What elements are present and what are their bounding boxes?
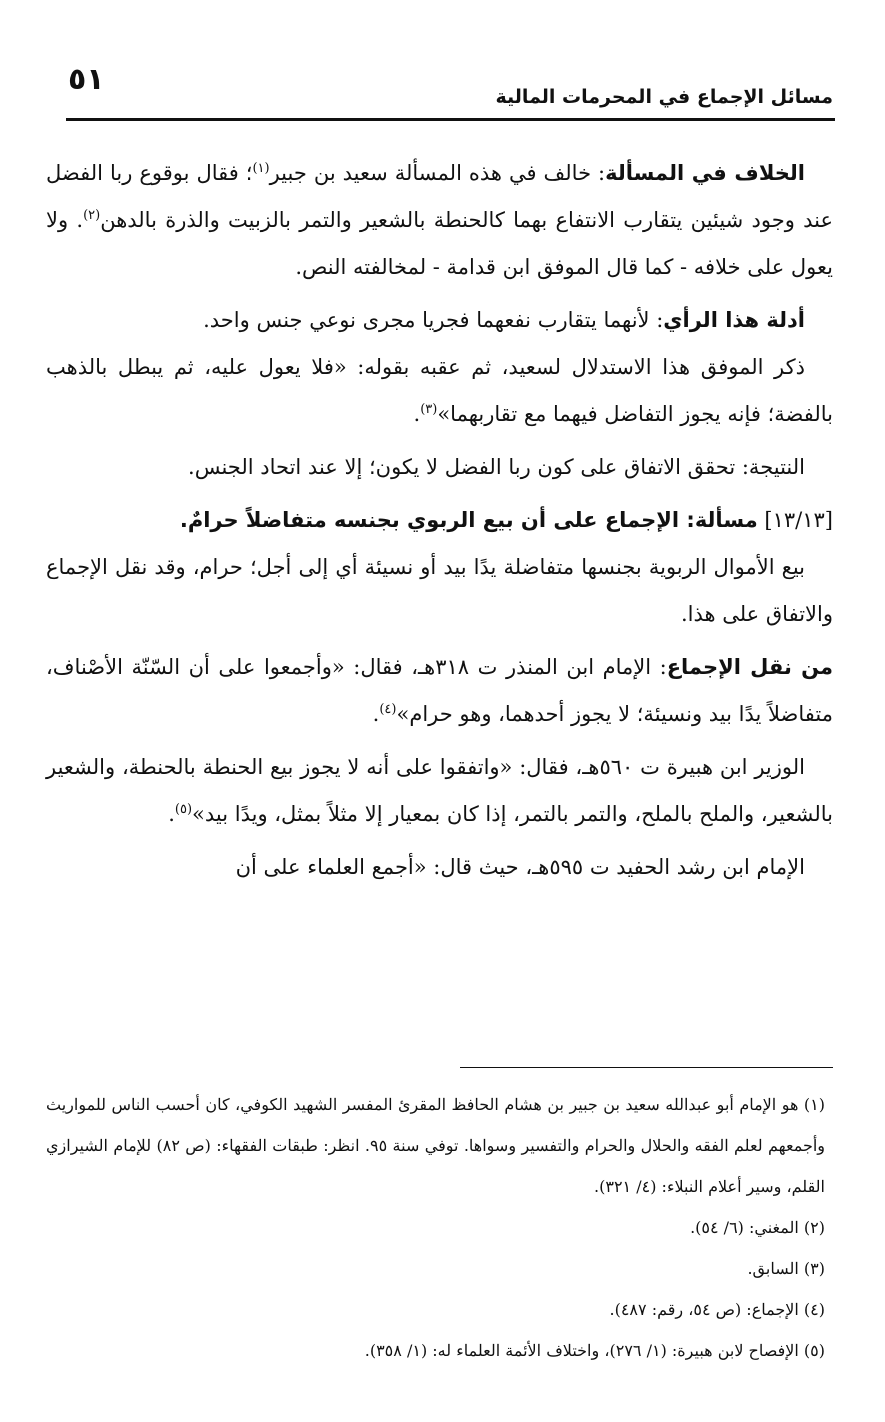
paragraph-rushd (46, 844, 833, 891)
footnote-ref-3: (٣) (420, 402, 438, 417)
main-text (46, 150, 833, 891)
footnote-ref-2: (٢) (83, 208, 101, 223)
adilla-label: أدلة هذا الرأي (663, 308, 805, 332)
khilaf-label: الخلاف في المسألة (605, 161, 805, 185)
masala-heading (46, 497, 833, 544)
footnotes (46, 1084, 825, 1371)
footnote-4: (٤) الإجماع: (ص ٥٤، رقم: ٤٨٧). (609, 1300, 825, 1319)
footnote-ref-4: (٤) (379, 702, 397, 717)
khilaf-text-3: . ولا يعول على خلافه - كما قال الموفق ابن قدامة - لمخالفته النص. (46, 208, 833, 279)
natija-text: النتيجة: تحقق الاتفاق على كون ربا الفضل لا يكون؛ إلا عند اتحاد الجنس. (188, 455, 805, 479)
running-title: مسائل الإجماع في المحرمات المالية (495, 86, 833, 108)
footnote-ref-1: (١) (252, 161, 270, 176)
header-rule (66, 118, 835, 121)
paragraph-natija (46, 444, 833, 491)
bay-text: بيع الأموال الربوية بجنسها متفاضلة يدًا بيد أو نسيئة أي إلى أجل؛ حرام، وقد نقل الإجماع والاتفاق على هذا. (46, 555, 833, 626)
footnote-rule (460, 1067, 833, 1068)
footnote-ref-5: (٥) (174, 802, 193, 817)
dhakar-text: ذكر الموفق هذا الاستدلال لسعيد، ثم عقبه بقوله: «فلا يعول عليه، ثم يبطل بالذهب بالفضة؛ فإنه يجوز التفاضل فيهما مع تقاربهما» (46, 355, 833, 426)
footnote-5: (٥) الإفصاح لابن هبيرة: (١/ ٢٧٦)، واختلاف الأئمة العلماء له: (١/ ٣٥٨). (364, 1341, 825, 1360)
rushd-text: الإمام ابن رشد الحفيد ت ٥٩٥هـ، حيث قال: «أجمع العلماء على أن (235, 855, 805, 879)
paragraph-wazir: الوزير ابن هبيرة ت ٥٦٠هـ، فقال: «واتفقوا على أنه لا يجوز بيع الحنطة بالحنطة، والشعير بالشعير، والملح بالملح، والتمر بالتمر، إذا كان بمعيار إلا مثلاً بمثل، ويدًا بيد»$^{(٥)}$. (46, 755, 833, 826)
wazir-text: الوزير ابن هبيرة ت ٥٦٠هـ، فقال: «واتفقوا على أنه لا يجوز بيع الحنطة بالحنطة، والشعير بالشعير، والملح بالملح، والتمر بالتمر، إذا كان بمعيار إلا مثلاً بمثل، ويدًا بيد» (46, 755, 833, 826)
paragraph-dhakar: ذكر الموفق هذا الاستدلال لسعيد، ثم عقبه بقوله: «فلا يعول عليه، ثم يبطل بالذهب بالفضة؛ فإنه يجوز التفاضل فيهما مع تقاربهما»$^{(٣)}$. (46, 355, 833, 426)
paragraph-khilaf (46, 150, 833, 291)
naql-text: : الإمام ابن المنذر ت ٣١٨هـ، فقال: «وأجمعوا على أن السّنّة الأصْناف، متفاضلاً يدًا بيد ونسيئة؛ لا يجوز أحدهما، وهو حرام» (46, 655, 833, 726)
masala-number: [١٣/١٣] (764, 508, 833, 532)
naql-label: من نقل الإجماع (666, 655, 833, 679)
page-number: ٥١ (68, 62, 105, 97)
masala-title: مسألة: الإجماع على أن بيع الربوي بجنسه متفاضلاً حرامٌ. (179, 508, 758, 532)
footnote-1: (١) هو الإمام أبو عبدالله سعيد بن جبير بن هشام الحافظ المقرئ المفسر الشهيد الكوفي، كان أحسب الناس للمواريث وأجمعهم لعلم الفقه والحلال والحرام والتفسير وسواها. توفي سنة ٩٥. انظر: طبقات الفقهاء: (ص ٨٢) للإمام الشيرازي القلم، وسير أعلام النبلاء: (٤/ ٣٢١). (46, 1095, 826, 1196)
paragraph-naql: من نقل الإجماع: الإمام ابن المنذر ت ٣١٨هـ، فقال: «وأجمعوا على أن السّنّة الأصْناف، متفاضلاً يدًا بيد ونسيئة؛ لا يجوز أحدهما، وهو حرام»$^{(٤)}$. (46, 655, 833, 726)
footnote-3: (٣) السابق. (747, 1259, 825, 1278)
paragraph-bay (46, 544, 833, 638)
adilla-text: : لأنهما يتقارب نفعهما فجريا مجرى نوعي جنس واحد. (203, 308, 664, 332)
paragraph-adilla (46, 297, 833, 344)
footnote-2: (٢) المغني: (٦/ ٥٤). (690, 1218, 825, 1237)
khilaf-text-2: ؛ فقال بوقوع ربا الفضل عند وجود شيئين يتقارب الانتفاع بهما كالحنطة بالشعير والتمر بالزبيت والذرة بالدهن (46, 161, 833, 232)
khilaf-text: : خالف في هذه المسألة سعيد بن جبير (269, 161, 606, 185)
